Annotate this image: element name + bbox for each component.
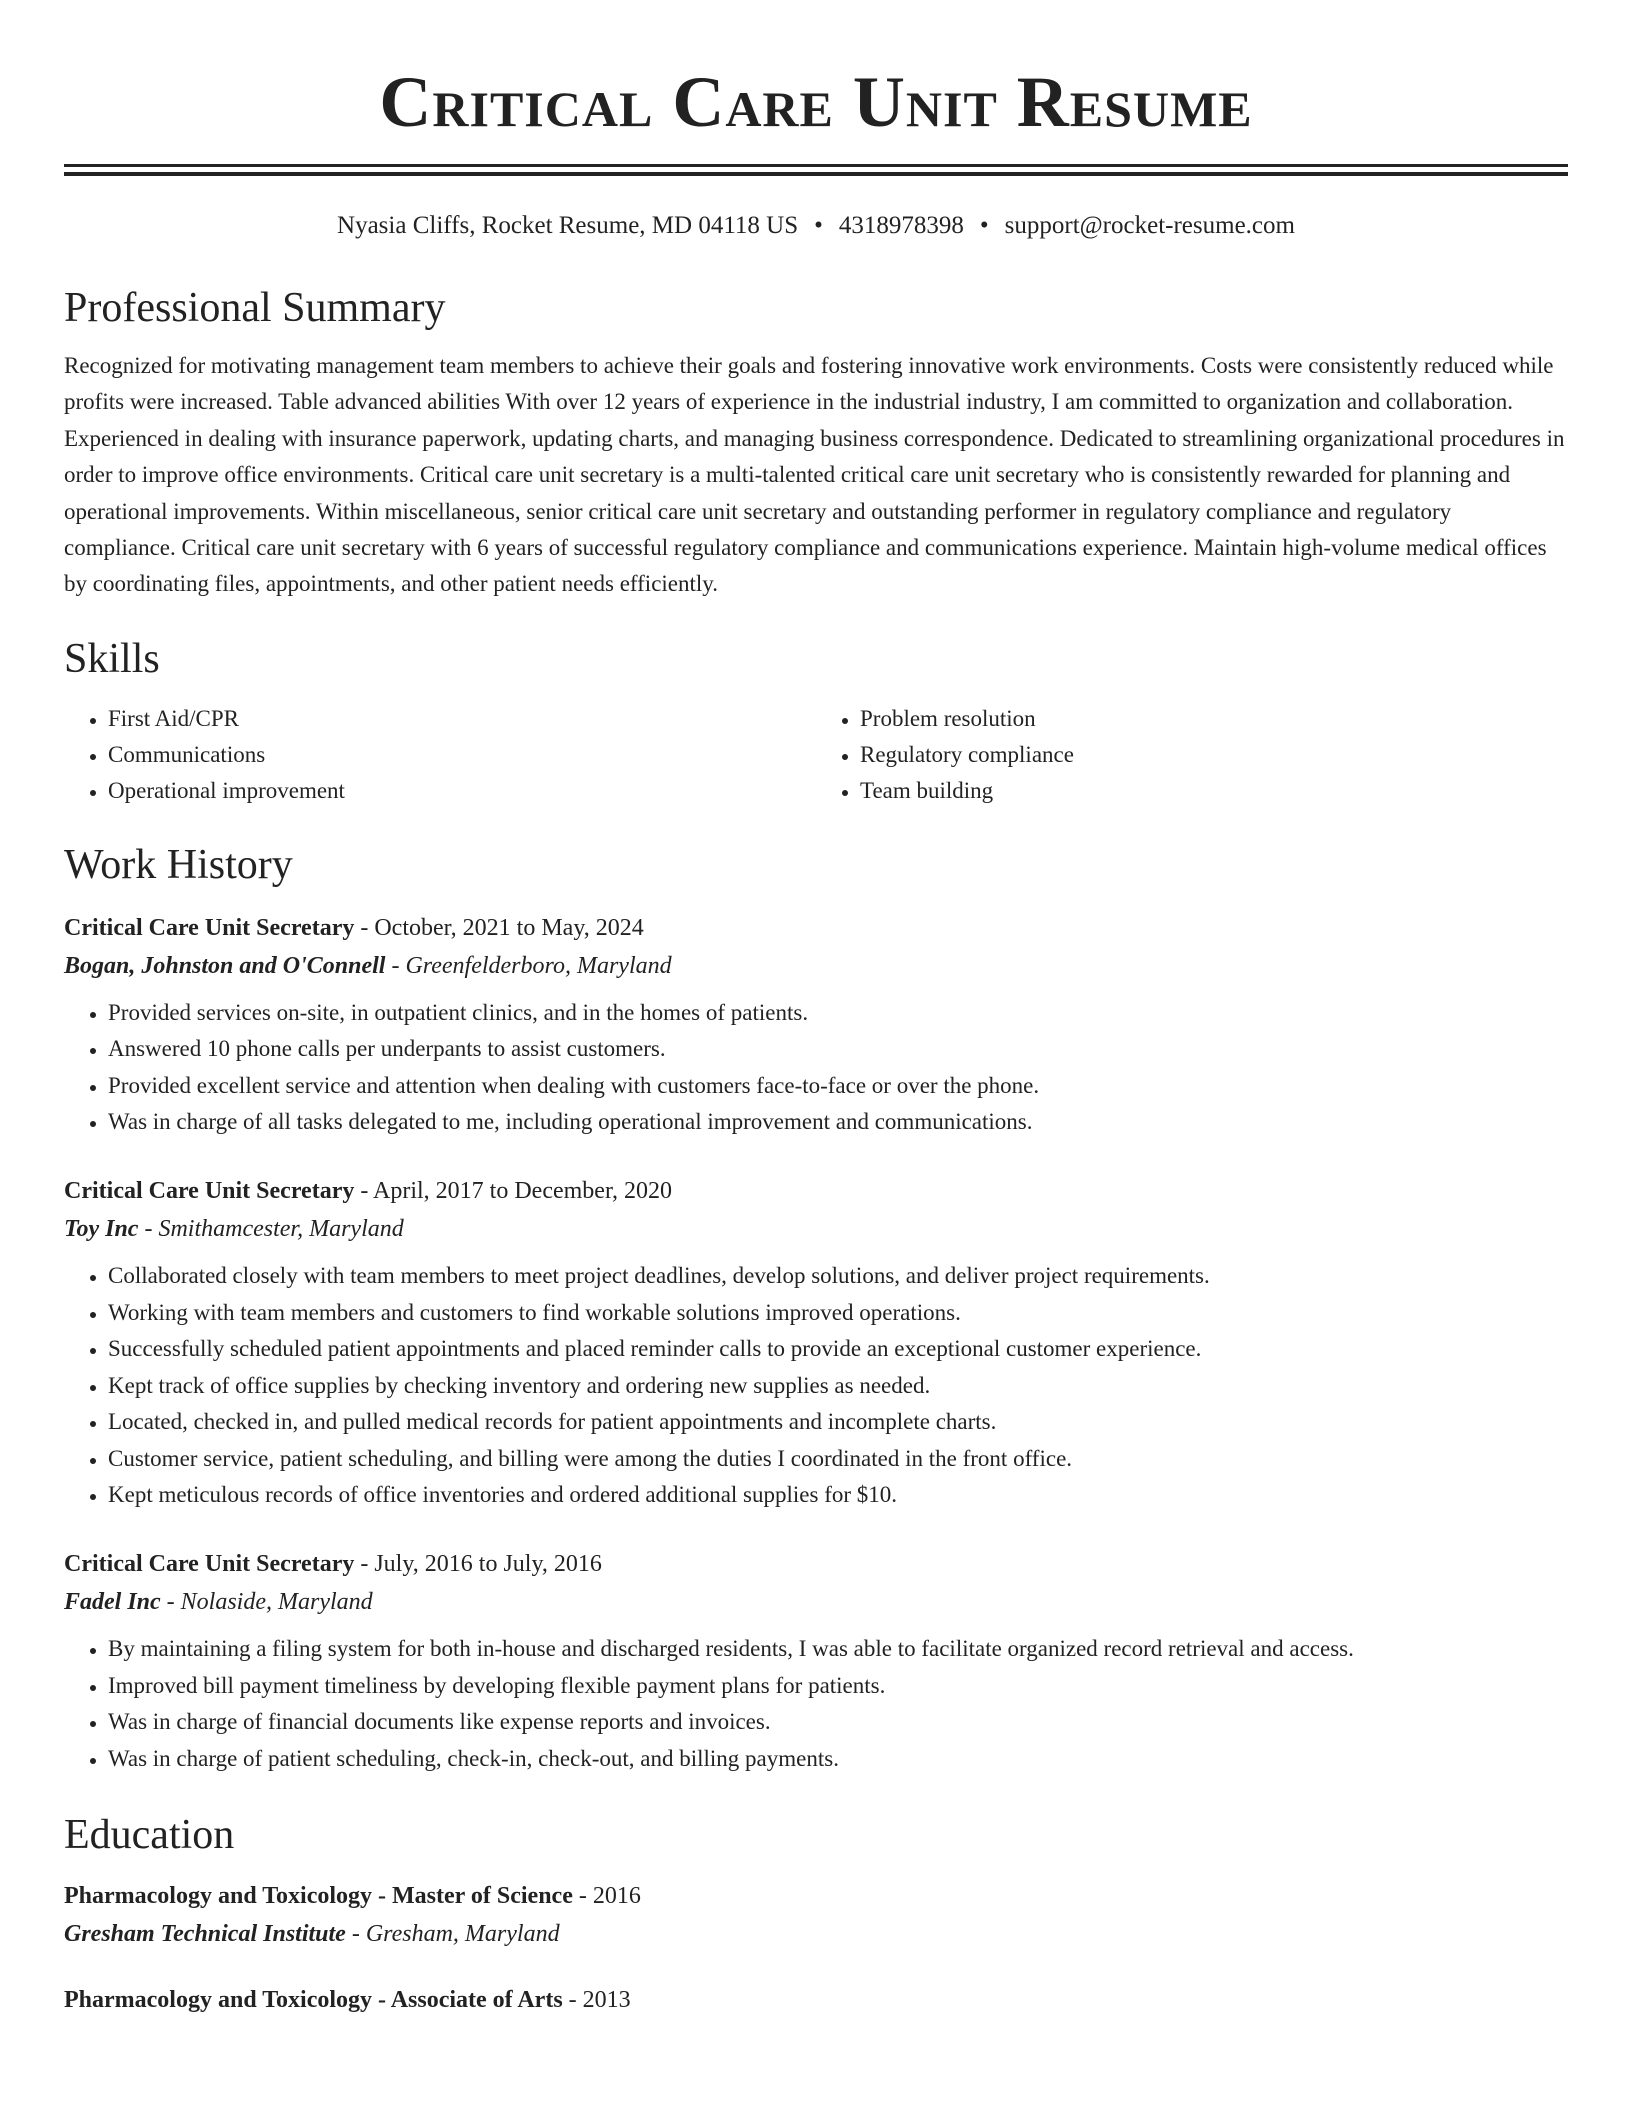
company-name: Bogan, Johnston and O'Connell [64, 952, 386, 979]
degree-line [64, 1981, 1568, 2019]
company-line [64, 1583, 1568, 1621]
job-bullet: • Provided excellent service and attention when dealing with customers face-to-face or over the phone. [108, 1068, 1568, 1104]
company-location: - Smithamcester, Maryland [138, 1216, 404, 1243]
company-line [64, 947, 1568, 985]
skills-column-right [816, 701, 1568, 809]
degree-line [64, 1877, 1568, 1915]
job-bullet: • Answered 10 phone calls per underpants to assist customers. [108, 1031, 1568, 1067]
job-title: Critical Care Unit Secretary [64, 914, 355, 941]
job-title-line [64, 1172, 1568, 1210]
job-bullet: • By maintaining a filing system for both in-house and discharged residents, I was able to facilitate organized record retrieval and access. [108, 1631, 1568, 1667]
job-bullet: • Collaborated closely with team members to meet project deadlines, develop solutions, and deliver project requirements. [108, 1258, 1568, 1294]
skills-list [64, 701, 1568, 809]
job-bullet: • Customer service, patient scheduling, and billing were among the duties I coordinated in the front office. [108, 1441, 1568, 1477]
company-name: Toy Inc [64, 1216, 139, 1243]
contact-separator: • [979, 212, 989, 239]
job-bullet: • Kept track of office supplies by checking inventory and ordering new supplies as needed. [108, 1368, 1568, 1404]
company-location: - Nolaside, Maryland [160, 1589, 373, 1616]
skills-heading: Skills [64, 635, 160, 682]
job-title: Critical Care Unit Secretary [64, 1178, 355, 1205]
education-entry [64, 1877, 1568, 1953]
job-bullet: • Improved bill payment timeliness by developing flexible payment plans for patients. [108, 1668, 1568, 1704]
resume-page [64, 0, 1568, 2019]
company-location: - Greenfelderboro, Maryland [385, 952, 672, 979]
skill-item: • Team building [860, 773, 1568, 809]
job-bullet: • Successfully scheduled patient appointments and placed reminder calls to provide an exceptional customer experience. [108, 1331, 1568, 1367]
school-line [64, 1915, 1568, 1953]
contact-email: support@rocket-resume.com [1004, 212, 1295, 239]
skill-item: • First Aid/CPR [108, 701, 816, 737]
job-bullet: • Kept meticulous records of office inventories and ordered additional supplies for $10. [108, 1477, 1568, 1513]
contact-separator: • [814, 212, 823, 239]
job-entry [64, 1545, 1568, 1777]
education-heading: Education [64, 1811, 235, 1858]
job-bullet: • Was in charge of financial documents like expense reports and invoices. [108, 1704, 1568, 1740]
skill-item: • Communications [108, 737, 816, 773]
job-bullet: • Provided services on-site, in outpatient clinics, and in the homes of patients. [108, 995, 1568, 1031]
job-title-line [64, 1545, 1568, 1583]
resume-title: Critical Care Unit Resume [379, 62, 1253, 142]
school-location: - Gresham, Maryland [345, 1920, 560, 1947]
skills-column-left [64, 701, 816, 809]
contact-phone: 4318978398 [838, 212, 964, 239]
summary-heading: Professional Summary [64, 285, 446, 331]
skill-item: • Operational improvement [108, 773, 816, 809]
job-entry [64, 1172, 1568, 1513]
company-name: Fadel Inc [64, 1589, 161, 1616]
job-bullets [64, 1258, 1568, 1513]
job-bullet: • Working with team members and customers to find workable solutions improved operations. [108, 1295, 1568, 1331]
job-dates: - April, 2017 to December, 2020 [354, 1178, 672, 1205]
job-bullet: • Was in charge of all tasks delegated to me, including operational improvement and communications. [108, 1104, 1568, 1140]
summary-text: Recognized for motivating management team members to achieve their goals and fostering innovative work environments. Costs were consistently reduced while profits were increased. Table advanced abilities With over 12 years of experience in the industrial industry, I am committed to organization and collaboration. Experienced in dealing with insurance paperwork, updating charts, and managing business correspondence. Dedicated to streamlining organizational procedures in order to improve office environments. Critical care unit secretary is a multi-talented critical care unit secretary who is consistently rewarded for planning and operational improvements. Within miscellaneous, senior critical care unit secretary and outstanding performer in regulatory compliance and regulatory compliance. Critical care unit secretary with 6 years of successful regulatory compliance and communications experience. Maintain high-volume medical offices by coordinating files, appointments, and other patient needs efficiently. [64, 353, 1565, 597]
company-line [64, 1210, 1568, 1248]
degree-year: - 2013 [562, 1986, 631, 2013]
title-rule-bottom [64, 172, 1568, 176]
contact-address: Nyasia Cliffs, Rocket Resume, MD 04118 US [337, 212, 799, 239]
degree-name: Pharmacology and Toxicology - Associate of Arts [64, 1986, 563, 2013]
degree-name: Pharmacology and Toxicology - Master of Science [64, 1882, 573, 1909]
job-title-line [64, 909, 1568, 947]
job-bullets [64, 995, 1568, 1141]
education-entry [64, 1981, 1568, 2019]
job-dates: - July, 2016 to July, 2016 [354, 1551, 602, 1578]
title-rule-top [64, 164, 1568, 167]
job-dates: - October, 2021 to May, 2024 [354, 914, 644, 941]
job-bullet: • Located, checked in, and pulled medical records for patient appointments and incomplete charts. [108, 1404, 1568, 1440]
skill-item: • Regulatory compliance [860, 737, 1568, 773]
job-bullet: • Was in charge of patient scheduling, check-in, check-out, and billing payments. [108, 1741, 1568, 1777]
work-history-heading: Work History [64, 841, 293, 888]
degree-year: - 2016 [572, 1882, 641, 1909]
job-title: Critical Care Unit Secretary [64, 1551, 355, 1578]
contact-line [64, 210, 1568, 242]
school-name: Gresham Technical Institute [64, 1920, 346, 1947]
skill-item: • Problem resolution [860, 701, 1568, 737]
job-entry [64, 909, 1568, 1141]
job-bullets [64, 1631, 1568, 1777]
